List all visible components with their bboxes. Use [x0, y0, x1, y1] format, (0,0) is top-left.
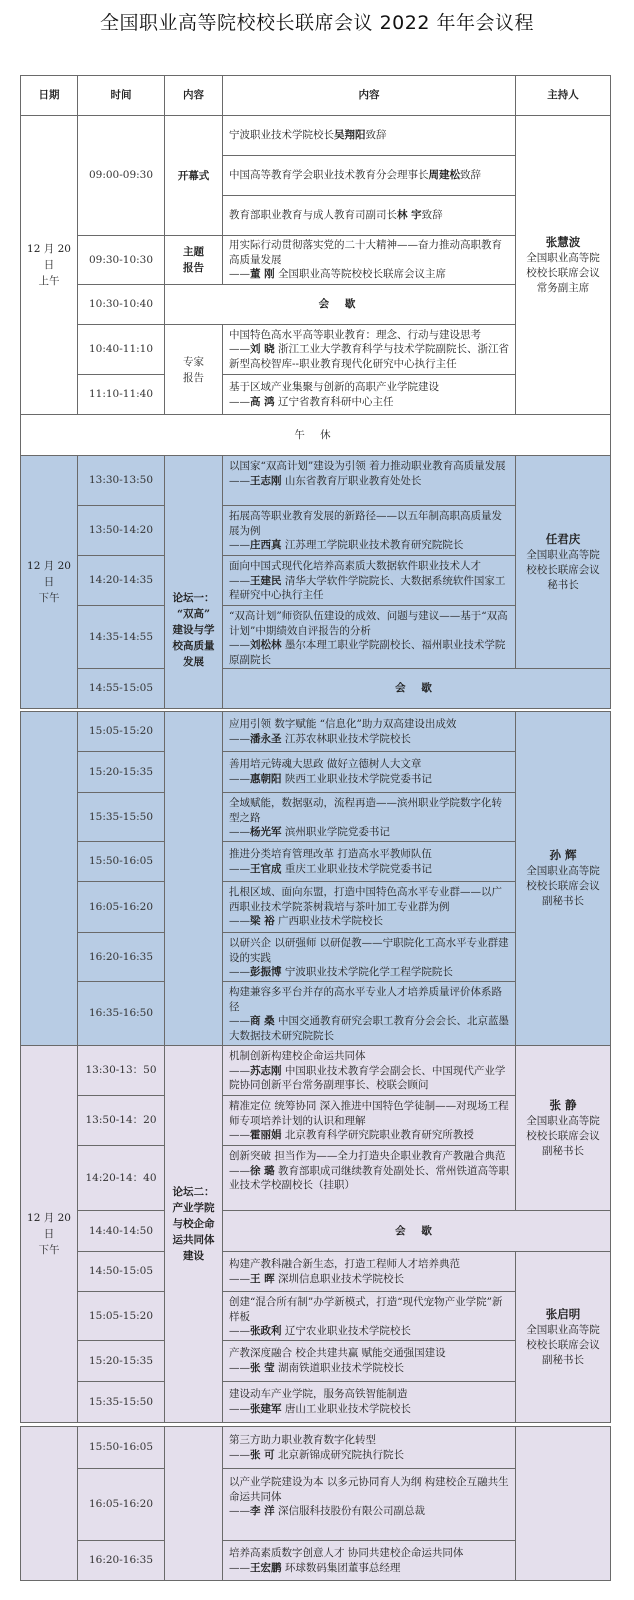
talk-topic: 机制创新构建校企命运共同体: [229, 1050, 366, 1062]
host-cell: 张 静 全国职业高等院 校校长联席会议 副秘书长: [515, 1045, 611, 1211]
talk-topic: 第三方助力职业教育数字化转型: [229, 1433, 376, 1446]
speaker-role: 中国交通教育研究会职工教育分会会长、北京蓝墨大数据技术研究院院长: [229, 1015, 509, 1042]
talk-topic: 以国家“双高计划”建设为引领 着力推动职业教育高质量发展: [229, 460, 506, 472]
talk-topic: 中国特色高水平高等职业教育：理念、行动与建设思考: [229, 328, 481, 341]
type-cell-empty: [164, 711, 223, 1046]
host-cell-empty: [515, 1426, 611, 1581]
forum-talk: 培养高素质数字创意人才 协同共建校企命运共同体 ——王宏鹏 环球数码集团董事总经理: [222, 1540, 516, 1581]
forum-talk: 第三方助力职业教育数字化转型 ——张 可 北京新锦成研究院执行院长: [222, 1426, 516, 1469]
host-title: 常务副主席: [536, 281, 590, 294]
host-name: 张启明: [545, 1306, 581, 1321]
speaker-role: 宁波职业技术学院化学工程学院院长: [284, 966, 453, 979]
time-slot: 09:30-10:30: [77, 235, 165, 285]
expert-talk: 中国特色高水平高等职业教育：理念、行动与建设思考 ——刘 晓 浙江工业大学教育科学与技术学院副院长、浙江省新型高校智库--职业教育现代化研究中心执行主任: [222, 324, 516, 375]
type-cell-empty: [164, 1426, 223, 1581]
host-cell: 张启明 全国职业高等院 校校长联席会议 副秘书长: [515, 1251, 611, 1423]
time-slot: 16:05-16:20: [77, 881, 165, 933]
header-host: 主持人: [515, 75, 611, 116]
forum-talk: 面向中国式现代化培养高素质大数据软件职业技术人才 ——王建民 清华大学软件学院院长、大数据系统软件国家工程研究中心执行主任: [222, 555, 516, 606]
speaker-role: 中国职业技术教育学会副会长、中国现代产业学院协同创新平台常务副理事长、校联会顾问: [229, 1064, 506, 1092]
keynote-content: 用实际行动贯彻落实党的二十大精神——奋力推动高职教育高质量发展 ——董 刚 全国职业高等院校校长联席会议主席: [222, 235, 516, 285]
forum2-date: 12 月 20 日 下午: [20, 1045, 78, 1423]
speaker-name: 王志刚: [250, 474, 282, 487]
speaker-name: 庄西真: [250, 539, 282, 552]
time-slot: 15:05-15:20: [77, 711, 165, 752]
time-slot: 10:40-11:10: [77, 324, 165, 375]
break-row: 会 歇: [222, 1210, 611, 1252]
session-type-keynote: 主题 报告: [164, 235, 223, 285]
time-slot: 14:50-15:05: [77, 1251, 165, 1292]
forum-talk: 应用引领 数字赋能 “信息化”助力双高建设出成效 ——潘永圣 江苏农林职业技术学院校长: [222, 711, 516, 752]
speaker-role: 深信服科技股份有限公司副总裁: [278, 1505, 425, 1518]
time-slot: 13:30-13:50: [77, 455, 165, 506]
time-slot: 11:10-11:40: [77, 374, 165, 415]
talk-topic: 建设动车产业学院，服务高铁智能制造: [229, 1388, 408, 1401]
speaker-name: 张 可: [250, 1448, 275, 1461]
speaker-name: 苏志刚: [250, 1064, 282, 1077]
header-type: 内容: [164, 75, 223, 116]
date-cell-empty: [20, 1426, 78, 1581]
break-row: 会 歇: [222, 668, 611, 709]
speaker-role: 北京新锦成研究院执行院长: [278, 1448, 404, 1461]
talk-topic: 产教深度融合 校企共建共赢 赋能交通强国建设: [229, 1347, 446, 1360]
time-slot: 14:20-14:35: [77, 555, 165, 606]
speaker-role: 陕西工业职业技术学院党委书记: [284, 773, 432, 785]
forum-talk: 创建“混合所有制”办学新模式，打造“现代宠物产业学院”新样板 ——张政利 辽宁农业职业技术学院校长: [222, 1291, 516, 1341]
speaker-name: 李 洋: [250, 1505, 275, 1518]
time-slot: 16:05-16:20: [77, 1468, 165, 1541]
speaker-name: 周建松: [428, 169, 460, 181]
speaker-role: 清华大学软件学院院长、大数据系统软件国家工程研究中心执行主任: [229, 574, 506, 602]
time-slot: 14:40-14:50: [77, 1210, 165, 1252]
speaker-role: 教育部职成司继续教育处副处长、常州铁道高等职业技术学校副校长（挂职）: [229, 1164, 509, 1192]
time-slot: 16:20-16:35: [77, 1540, 165, 1581]
date-period: 上午: [38, 275, 60, 287]
forum1-title: 论坛一： “双高” 建设与学 校高质量 发展: [164, 455, 223, 709]
host-name: 孙 辉: [549, 848, 577, 862]
page-title: 全国职业高等院校校长联席会议 2022 年年会议程: [100, 12, 534, 34]
speaker-name: 林 宇: [397, 209, 422, 221]
time-slot: 13:30-13：50: [77, 1045, 165, 1096]
speaker-role: 江苏农林职业技术学院校长: [284, 732, 411, 745]
time-slot: 14:20-14：40: [77, 1145, 165, 1211]
time-slot: 15:20-15:35: [77, 751, 165, 793]
time-slot: 13:50-14：20: [77, 1095, 165, 1146]
talk-topic: 创建“混合所有制”办学新模式，打造“现代宠物产业学院”新样板: [229, 1296, 503, 1323]
speaker-name: 潘永圣: [250, 732, 282, 745]
forum-talk: 产教深度融合 校企共建共赢 赋能交通强国建设 ——张 莹 湖南铁道职业技术学院校长: [222, 1340, 516, 1382]
talk-topic: 培养高素质数字创意人才 协同共建校企命运共同体: [229, 1546, 464, 1559]
host-name: 任君庆: [545, 531, 581, 546]
forum-talk: 扎根区域、面向东盟，打造中国特色高水平专业群——以广西职业技术学院茶树栽培与茶叶加工专业群为例 ——梁 裕 广西职业技术学院校长: [222, 881, 516, 933]
speaker-name: 徐 璐: [250, 1164, 275, 1177]
opening-speech: 教育部职业教育与成人教育司副司长林 宇致辞: [222, 195, 516, 236]
host-title: 校校长联席会议: [526, 266, 600, 279]
talk-topic: 扎根区域、面向东盟，打造中国特色高水平专业群——以广西职业技术学院茶树栽培与茶叶加工专业群为例: [229, 886, 502, 913]
time-slot: 14:35-14:55: [77, 605, 165, 669]
forum-talk: 以国家“双高计划”建设为引领 着力推动职业教育高质量发展 ——王志刚 山东省教育厅职业教育处处长: [222, 455, 516, 506]
time-slot: 15:20-15:35: [77, 1340, 165, 1382]
time-slot: 16:35-16:50: [77, 981, 165, 1046]
speaker-name: 张政利: [250, 1325, 282, 1338]
speaker-name: 张建军: [250, 1403, 282, 1415]
speaker-role: 北京教育科学研究院职业教育研究所教授: [284, 1129, 474, 1142]
date-line: 日: [43, 259, 55, 271]
forum-talk: 善用培元铸魂大思政 做好立德树人大文章 ——惠朝阳 陕西工业职业技术学院党委书记: [222, 751, 516, 793]
host-name: 张慧波: [545, 234, 581, 249]
speaker-name: 王官成: [250, 862, 282, 875]
speaker-name: 王建民: [250, 574, 282, 587]
time-slot: 10:30-10:40: [77, 284, 165, 325]
speaker-role: 唐山工业职业技术学院校长: [284, 1403, 411, 1415]
talk-topic: 基于区域产业集聚与创新的高职产业学院建设: [229, 380, 439, 393]
speaker-name: 杨光军: [250, 826, 282, 839]
session-type-expert: 专家 报告: [164, 324, 223, 415]
talk-topic: 拓展高等职业教育发展的新路径——以五年制高职高质量发展为例: [229, 510, 502, 537]
forum-talk: 机制创新构建校企命运共同体 ——苏志刚 中国职业技术教育学会副会长、中国现代产业学院协同创新平台常务副理事长、校联会顾问: [222, 1045, 516, 1096]
header-time: 时间: [77, 75, 165, 116]
forum-talk: 建设动车产业学院，服务高铁智能制造 ——张建军 唐山工业职业技术学院校长: [222, 1381, 516, 1423]
host-cell: [515, 115, 611, 415]
talk-topic: 应用引领 数字赋能 “信息化”助力双高建设出成效: [229, 717, 457, 730]
talk-topic: 用实际行动贯彻落实党的二十大精神——奋力推动高职教育高质量发展: [229, 239, 502, 266]
speaker-role: 山东省教育厅职业教育处处长: [284, 474, 422, 487]
time-slot: 15:05-15:20: [77, 1291, 165, 1341]
forum-talk: 构建产教科融合新生态，打造工程师人才培养典范 ——王 晖 深圳信息职业技术学院校长: [222, 1251, 516, 1292]
forum-talk: “双高计划”师资队伍建设的成效、问题与建议——基于“双高计划”中期绩效自评报告的分析 ——刘松林 墨尔本理工职业学院副校长、福州职业技术学院原副院长: [222, 605, 516, 669]
speaker-name: 董 刚: [250, 268, 275, 281]
speaker-role: 墨尔本理工职业学院副校长、福州职业技术学院原副院长: [229, 639, 506, 666]
time-slot: 13:50-14:20: [77, 505, 165, 556]
opening-speech: 宁波职业技术学院校长吴翔阳致辞: [222, 115, 516, 156]
talk-topic: 构建兼容多平台并存的高水平专业人才培养质量评价体系路径: [229, 986, 502, 1013]
speaker-name: 商 桑: [250, 1015, 275, 1028]
talk-topic: 精准定位 统筹协同 深入推进中国特色学徒制——对现场工程师专项培养计划的认识和理解: [229, 1100, 509, 1127]
break-row: 会 歇: [164, 284, 516, 325]
talk-topic: 创新突破 担当作为——全力打造央企职业教育产教融合典范: [229, 1150, 506, 1162]
talk-topic: 善用培元铸魂大思政 做好立德树人大文章: [229, 758, 422, 771]
talk-topic: 全域赋能，数据驱动，流程再造——滨州职业学院数字化转型之路: [229, 797, 502, 824]
forum-talk: 拓展高等职业教育发展的新路径——以五年制高职高质量发展为例 ——庄西真 江苏理工学院职业技术教育研究院院长: [222, 505, 516, 556]
speaker-name: 刘松林: [250, 639, 282, 652]
talk-topic: 面向中国式现代化培养高素质大数据软件职业技术人才: [229, 560, 481, 572]
speaker-role: 辽宁省教育科研中心主任: [278, 395, 394, 408]
speaker-role: 广西职业技术学院校长: [278, 915, 383, 928]
forum-talk: 构建兼容多平台并存的高水平专业人才培养质量评价体系路径 ——商 桑 中国交通教育研究会职工教育分会会长、北京蓝墨大数据技术研究院院长: [222, 981, 516, 1046]
time-slot: 09:00-09:30: [77, 115, 165, 236]
expert-talk: 基于区域产业集聚与创新的高职产业学院建设 ——高 鸿 辽宁省教育科研中心主任: [222, 374, 516, 415]
speaker-name: 高 鸿: [250, 395, 275, 408]
speaker-role: 全国职业高等院校校长联席会议主席: [278, 268, 446, 281]
speaker-role: 湖南铁道职业技术学院校长: [278, 1362, 404, 1374]
speaker-role: 环球数码集团董事总经理: [284, 1561, 401, 1574]
host-title: 全国职业高等院: [526, 251, 600, 264]
talk-topic: 推进分类培育管理改革 打造高水平教师队伍: [229, 847, 432, 860]
opening-speech: 中国高等教育学会职业技术教育分会理事长周建松致辞: [222, 155, 516, 196]
time-slot: 14:55-15:05: [77, 668, 165, 709]
forum-talk: 创新突破 担当作为——全力打造央企职业教育产教融合典范 ——徐 璐 教育部职成司继续教育处副处长、常州铁道高等职业技术学校副校长（挂职）: [222, 1145, 516, 1211]
time-slot: 15:50-16:05: [77, 1426, 165, 1469]
forum-talk: 精准定位 统筹协同 深入推进中国特色学徒制——对现场工程师专项培养计划的认识和理解 ——霍丽娟 北京教育科学研究院职业教育研究所教授: [222, 1095, 516, 1146]
speaker-role: 浙江工业大学教育科学与技术学院副院长、浙江省新型高校智库--职业教育现代化研究中心执行主任: [229, 343, 509, 370]
host-name: 张 静: [549, 1097, 577, 1112]
speaker-role: 辽宁农业职业技术学院校长: [284, 1325, 411, 1338]
lunch-break-row: 午 休: [20, 414, 611, 456]
header-date: 日期: [20, 75, 78, 116]
host-cell: 任君庆 全国职业高等院 校校长联席会议 秘书长: [515, 455, 611, 669]
talk-topic: 以研兴企 以研强师 以研促教——宁职院化工高水平专业群建设的实践: [229, 937, 509, 964]
speaker-role: 深圳信息职业技术学院校长: [278, 1272, 404, 1285]
forum-talk: 以研兴企 以研强师 以研促教——宁职院化工高水平专业群建设的实践 ——彭振博 宁波职业技术学院化学工程学院院长: [222, 932, 516, 982]
speaker-name: 王 晖: [250, 1272, 275, 1285]
date-cell-empty: [20, 711, 78, 1046]
talk-topic: 构建产教科融合新生态，打造工程师人才培养典范: [229, 1257, 460, 1270]
talk-topic: “双高计划”师资队伍建设的成效、问题与建议——基于“双高计划”中期绩效自评报告的分析: [229, 610, 508, 637]
forum2-title: 论坛二： 产业学院 与校企命 运共同体 建设: [164, 1045, 223, 1423]
speaker-name: 吴翔阳: [334, 129, 366, 141]
host-cell: 孙 辉 全国职业高等院 校校长联席会议 副秘书长: [515, 711, 611, 1046]
header-content: 内容: [222, 75, 516, 116]
speaker-role: 重庆工业职业技术学院党委书记: [284, 862, 432, 875]
forum-talk: 全域赋能，数据驱动，流程再造——滨州职业学院数字化转型之路 ——杨光军 滨州职业学院党委书记: [222, 792, 516, 842]
time-slot: 15:35-15:50: [77, 792, 165, 842]
forum1-date: 12 月 20 日 下午: [20, 455, 78, 709]
time-slot: 16:20-16:35: [77, 932, 165, 982]
time-slot: 15:50-16:05: [77, 841, 165, 882]
talk-topic: 以产业学院建设为本 以多元协同育人为纲 构建校企互融共生命运共同体: [229, 1476, 509, 1503]
speaker-name: 彭振博: [250, 966, 282, 979]
speaker-name: 王宏鹏: [250, 1561, 282, 1574]
speaker-role: 滨州职业学院党委书记: [284, 826, 390, 839]
morning-date: [20, 115, 78, 415]
session-type-opening: 开幕式: [164, 115, 223, 236]
forum-talk: 推进分类培育管理改革 打造高水平教师队伍 ——王官成 重庆工业职业技术学院党委书记: [222, 841, 516, 882]
speaker-role: 江苏理工学院职业技术教育研究院院长: [284, 539, 464, 552]
time-slot: 15:35-15:50: [77, 1381, 165, 1423]
forum-talk: 以产业学院建设为本 以多元协同育人为纲 构建校企互融共生命运共同体 ——李 洋 深信服科技股份有限公司副总裁: [222, 1468, 516, 1541]
speaker-name: 刘 晓: [250, 343, 275, 356]
speaker-name: 张 莹: [250, 1362, 275, 1374]
speaker-name: 惠朝阳: [250, 773, 282, 785]
speaker-name: 梁 裕: [250, 915, 275, 928]
date-line: 12 月 20: [27, 243, 71, 255]
speaker-name: 霍丽娟: [250, 1129, 282, 1142]
